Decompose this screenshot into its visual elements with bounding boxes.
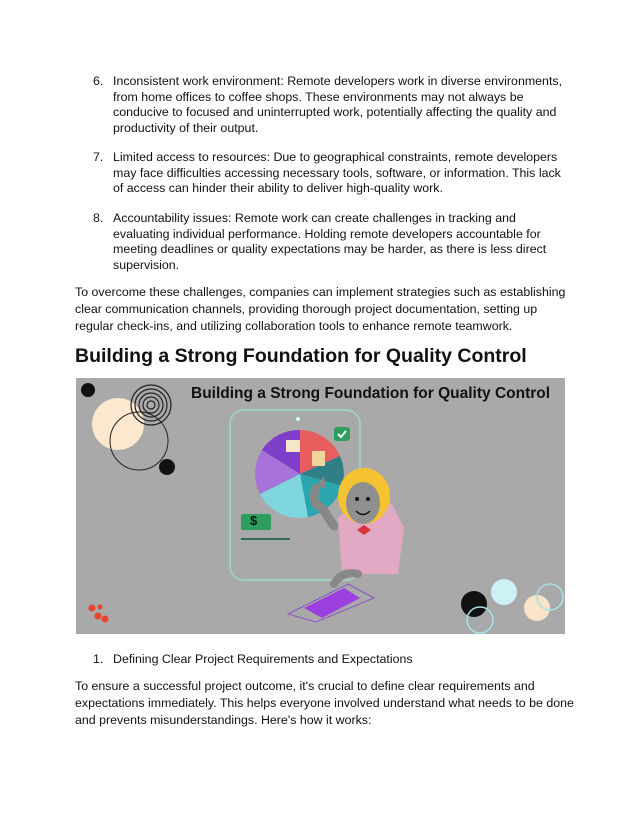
list-text: Limited access to resources: Due to geographical constraints, remote developers may face difficulties accessing necessary tools, software, or information. This lack of access can hinder their ability to deliver high-quality work. — [113, 150, 561, 195]
list-number: 6. — [93, 74, 104, 88]
check-badge-icon — [334, 427, 350, 441]
illustration-art — [76, 378, 565, 634]
section-heading: Building a Strong Foundation for Quality Control — [75, 345, 527, 367]
list-item — [93, 74, 573, 136]
phone-camera-icon — [296, 417, 300, 421]
dot-icon — [461, 591, 487, 617]
list-number: 8. — [93, 211, 104, 225]
pie-chart-icon — [255, 430, 344, 518]
list-text: Defining Clear Project Requirements and Expectations — [113, 652, 413, 666]
list-item — [93, 211, 573, 273]
illustration — [76, 378, 565, 634]
paragraph-ensure: To ensure a successful project outcome, it's crucial to define clear requirements and expectations immediately. This helps everyone involved understand what needs to be done and prevents misunderstandings. Here's how it works: — [75, 679, 574, 727]
cyan-circle-icon — [491, 579, 517, 605]
dot-icon — [159, 459, 175, 475]
dot-icon — [81, 383, 95, 397]
list-text: Inconsistent work environment: Remote developers work in diverse environments, from home offices to coffee shops. These environments may not always be conducive to focused and uninterrupted work, potentially affecting the quality and productivity of their output. — [113, 74, 563, 135]
illustration-title: Building a Strong Foundation for Quality Control — [191, 385, 551, 402]
list-text: Accountability issues: Remote work can create challenges in tracking and evaluating individual performance. Holding remote developers accountable for meeting deadlines or quality expectations may be harder, as there is less direct supervision. — [113, 211, 547, 272]
brand-logo-icon — [89, 605, 109, 623]
list-item — [93, 150, 573, 197]
list-number: 1. — [93, 652, 104, 666]
spiral-icon — [131, 385, 171, 425]
dollar-symbol: $ — [250, 513, 258, 528]
list-item — [93, 652, 573, 668]
cream-circle-icon — [92, 398, 144, 450]
paragraph-overcome: To overcome these challenges, companies can implement strategies such as establishing clear communication channels, providing thorough project documentation, setting up regular check-ins, and utilizing collaboration tools to enhance remote teamwork. — [75, 285, 566, 333]
list-number: 7. — [93, 150, 104, 164]
